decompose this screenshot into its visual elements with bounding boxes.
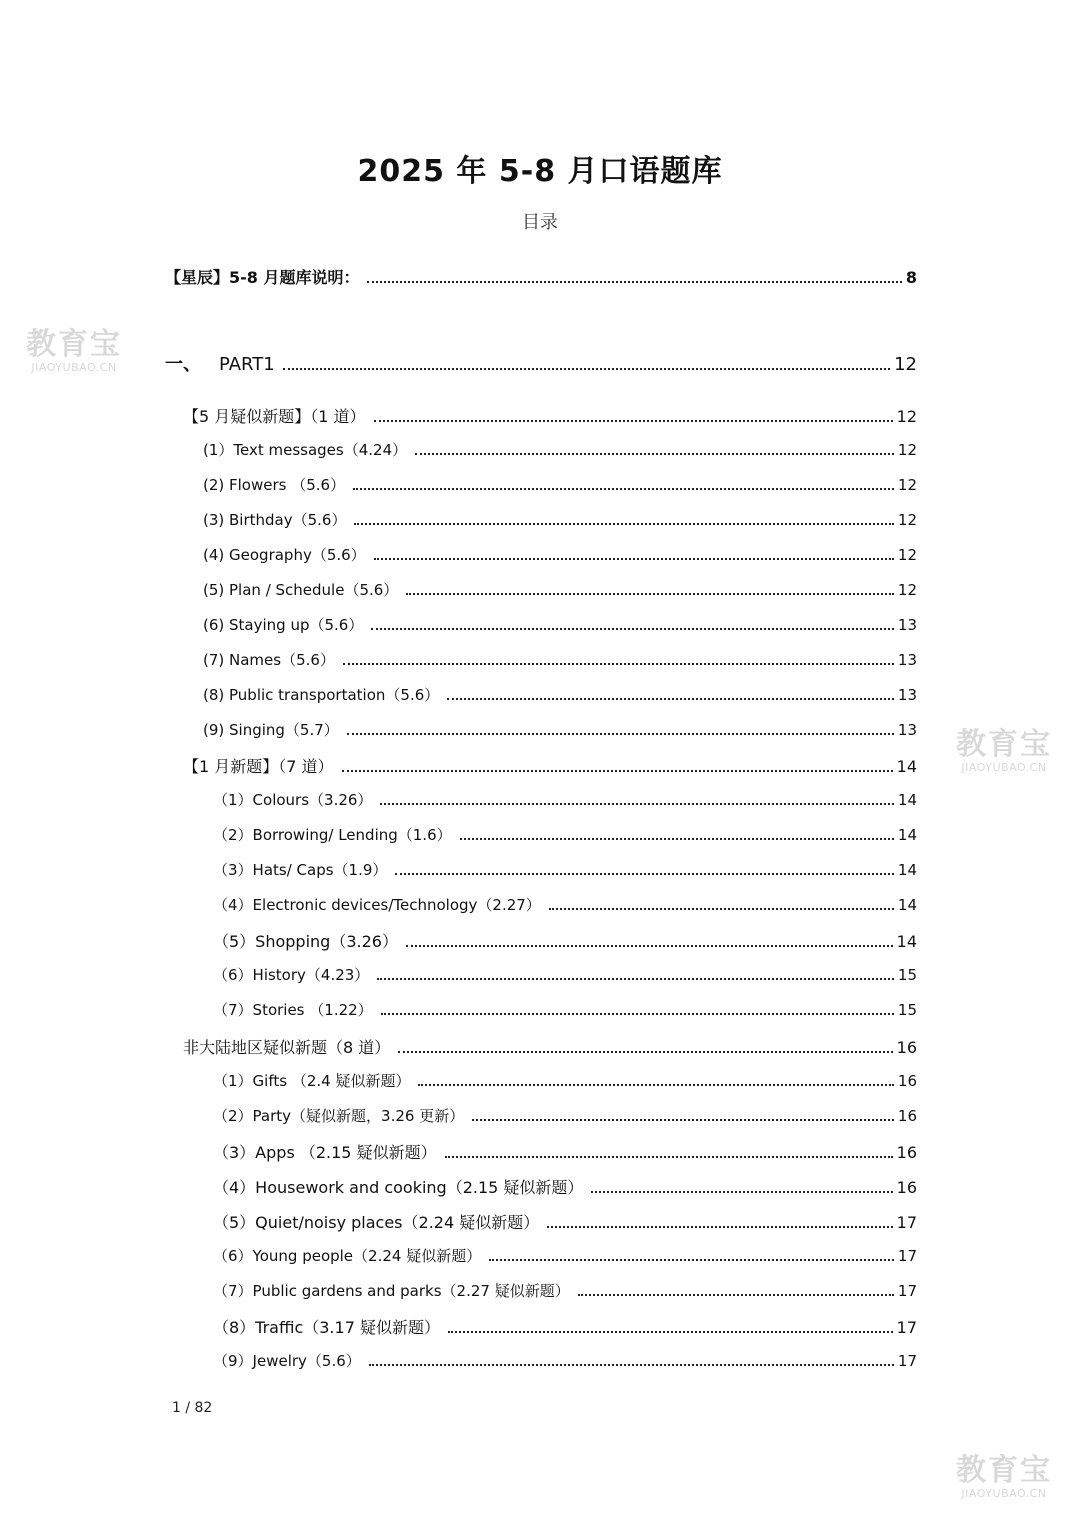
dot-leader: [347, 732, 894, 735]
toc-entry-label: (3) Birthday（5.6）: [203, 511, 347, 529]
toc-page-number: 17: [897, 1282, 917, 1300]
dot-leader: [406, 592, 894, 595]
watermark-text: 教育宝: [956, 1453, 1052, 1488]
dot-leader: [395, 872, 894, 875]
toc-entry-label: （6）Young people（2.24 疑似新题）: [213, 1247, 482, 1265]
dot-leader: [342, 769, 893, 772]
toc-entry-label: （4）Housework and cooking（2.15 疑似新题）: [213, 1178, 584, 1197]
toc-entry[interactable]: [213, 859, 917, 880]
toc-entry[interactable]: [213, 1210, 917, 1233]
toc-entry[interactable]: [213, 894, 917, 915]
toc-entry[interactable]: [203, 544, 917, 565]
toc-page-number: 13: [897, 686, 917, 704]
dot-leader: [460, 837, 894, 840]
toc-entry-label: （3）Apps （2.15 疑似新题）: [213, 1143, 437, 1162]
toc-entry-label: 【1 月新题】（7 道）: [183, 757, 334, 776]
toc-entry-label: PART1: [219, 354, 275, 375]
toc-page-number: 12: [896, 407, 917, 426]
dot-leader: [369, 1363, 894, 1366]
toc-page-number: 15: [897, 966, 917, 984]
toc-section-may[interactable]: [183, 404, 917, 427]
dot-leader: [549, 907, 894, 910]
toc-page-number: 16: [896, 1178, 917, 1197]
toc-entry-label: （2）Borrowing/ Lending（1.6）: [213, 826, 452, 844]
toc-entry-label: （9）Jewelry（5.6）: [213, 1352, 361, 1370]
toc-page-number: 17: [896, 1213, 917, 1232]
toc-entry[interactable]: [203, 439, 917, 460]
toc-entry[interactable]: [203, 684, 917, 705]
toc-page-number: 14: [897, 896, 917, 914]
toc-entry[interactable]: [213, 824, 917, 845]
toc-page-number: 17: [897, 1247, 917, 1265]
toc-entry-label: (5) Plan / Schedule（5.6）: [203, 581, 399, 599]
document-title: 2025 年 5-8 月口语题库: [357, 154, 723, 189]
dot-leader: [354, 522, 893, 525]
toc-entry-label: (4) Geography（5.6）: [203, 546, 366, 564]
toc-page-number: 15: [897, 1001, 917, 1019]
toc-entry-label: (9) Singing（5.7）: [203, 721, 339, 739]
toc-page-number: 12: [897, 476, 917, 494]
dot-leader: [447, 697, 894, 700]
toc-entry[interactable]: [203, 579, 917, 600]
toc-page-number: 17: [897, 1352, 917, 1370]
dot-leader: [547, 1225, 892, 1228]
toc-entry-part1[interactable]: [165, 350, 917, 376]
toc-page-number: 17: [896, 1318, 917, 1337]
dot-leader: [445, 1155, 893, 1158]
toc-entry-intro[interactable]: [165, 265, 917, 288]
toc-page-number: 16: [897, 1107, 917, 1125]
toc-entry-label: （8）Traffic（3.17 疑似新题）: [213, 1318, 440, 1337]
toc-entry-label: （4）Electronic devices/Technology（2.27）: [213, 896, 541, 914]
dot-leader: [418, 1083, 893, 1086]
toc-entry-label: (8) Public transportation（5.6）: [203, 686, 440, 704]
toc-entry[interactable]: [203, 614, 917, 635]
toc-entry[interactable]: [213, 789, 917, 810]
toc-entry[interactable]: [213, 999, 917, 1020]
toc-entry[interactable]: [213, 1175, 917, 1198]
dot-leader: [371, 627, 894, 630]
toc-page-number: 12: [897, 511, 917, 529]
dot-leader: [377, 977, 894, 980]
dot-leader: [398, 1050, 892, 1053]
toc-entry-label: （5）Shopping（3.26）: [213, 932, 398, 951]
watermark-logo: [948, 727, 1060, 774]
watermark-logo: [18, 327, 130, 374]
toc-page-number: 16: [897, 1072, 917, 1090]
toc-entry-label: 【5 月疑似新题】（1 道）: [183, 407, 366, 426]
dot-leader: [489, 1258, 894, 1261]
toc-page-number: 12: [897, 581, 917, 599]
dot-leader: [343, 662, 894, 665]
toc-page-number: 14: [896, 757, 917, 776]
toc-section-jan[interactable]: [183, 754, 917, 777]
watermark-url: JIAOYUBAO.CN: [961, 761, 1047, 774]
dot-leader: [353, 487, 894, 490]
toc-entry-label: (6) Staying up（5.6）: [203, 616, 364, 634]
toc-entry[interactable]: [203, 474, 917, 495]
dot-leader: [374, 557, 894, 560]
toc-entry[interactable]: [203, 649, 917, 670]
watermark-url: JIAOYUBAO.CN: [961, 1487, 1047, 1500]
toc-entry-label: （1）Gifts （2.4 疑似新题）: [213, 1072, 411, 1090]
toc-page-number: 13: [897, 616, 917, 634]
toc-heading: 目录: [522, 212, 558, 233]
toc-page-number: 14: [897, 861, 917, 879]
toc-entry-label: （3）Hats/ Caps（1.9）: [213, 861, 388, 879]
watermark-url: JIAOYUBAO.CN: [31, 361, 117, 374]
watermark-text: 教育宝: [26, 327, 122, 362]
toc-page-number: 13: [897, 721, 917, 739]
toc-entry[interactable]: [213, 1105, 917, 1126]
toc-page-number: 16: [896, 1143, 917, 1162]
toc-page-number: 16: [896, 1038, 917, 1057]
dot-leader: [448, 1330, 893, 1333]
toc-page-number: 12: [897, 441, 917, 459]
toc-entry-label: 非大陆地区疑似新题（8 道）: [183, 1038, 391, 1057]
dot-leader: [380, 802, 893, 805]
toc-entry-label: （7）Public gardens and parks（2.27 疑似新题）: [213, 1282, 570, 1300]
dot-leader: [472, 1118, 894, 1121]
part-number: 一、: [165, 354, 201, 375]
dot-leader: [381, 1012, 894, 1015]
page-indicator: 1 / 82: [172, 1400, 213, 1416]
toc-page-number: 14: [897, 791, 917, 809]
toc-page-number: 13: [897, 651, 917, 669]
toc-entry[interactable]: [213, 1280, 917, 1301]
watermark-text: 教育宝: [956, 727, 1052, 762]
toc-entry-label: （1）Colours（3.26）: [213, 791, 373, 809]
toc-entry[interactable]: [213, 964, 917, 985]
toc-page-number: 14: [897, 826, 917, 844]
toc-entry-label: （5）Quiet/noisy places（2.24 疑似新题）: [213, 1213, 540, 1232]
dot-leader: [415, 452, 894, 455]
toc-entry-label: （6）History（4.23）: [213, 966, 370, 984]
toc-entry-label: (7) Names（5.6）: [203, 651, 335, 669]
toc-entry-label: （2）Party（疑似新题，3.26 更新）: [213, 1107, 465, 1125]
toc-entry[interactable]: [213, 929, 917, 952]
toc-entry-label: (1）Text messages（4.24）: [203, 441, 408, 459]
toc-page-number: 12: [894, 354, 917, 375]
toc-entry[interactable]: [213, 1350, 917, 1371]
toc-entry-label: (2) Flowers （5.6）: [203, 476, 346, 494]
dot-leader: [374, 419, 893, 422]
toc-entry[interactable]: [213, 1245, 917, 1266]
dot-leader: [283, 367, 890, 370]
dot-leader: [367, 280, 901, 283]
toc-page-number: 14: [896, 932, 917, 951]
toc-page-number: 8: [905, 268, 917, 287]
toc-section-nonmainland[interactable]: [183, 1035, 917, 1058]
watermark-logo: [948, 1453, 1060, 1500]
toc-entry-label: （7）Stories （1.22）: [213, 1001, 373, 1019]
toc-entry-label: 【星辰】5-8 月题库说明：: [165, 268, 360, 287]
toc-entry[interactable]: [213, 1070, 917, 1091]
toc-entry[interactable]: [213, 1315, 917, 1338]
toc-entry[interactable]: [203, 719, 917, 740]
toc-page-number: 12: [897, 546, 917, 564]
dot-leader: [406, 944, 893, 947]
dot-leader: [578, 1293, 894, 1296]
dot-leader: [591, 1190, 892, 1193]
toc-entry[interactable]: [213, 1140, 917, 1163]
toc-entry[interactable]: [203, 509, 917, 530]
